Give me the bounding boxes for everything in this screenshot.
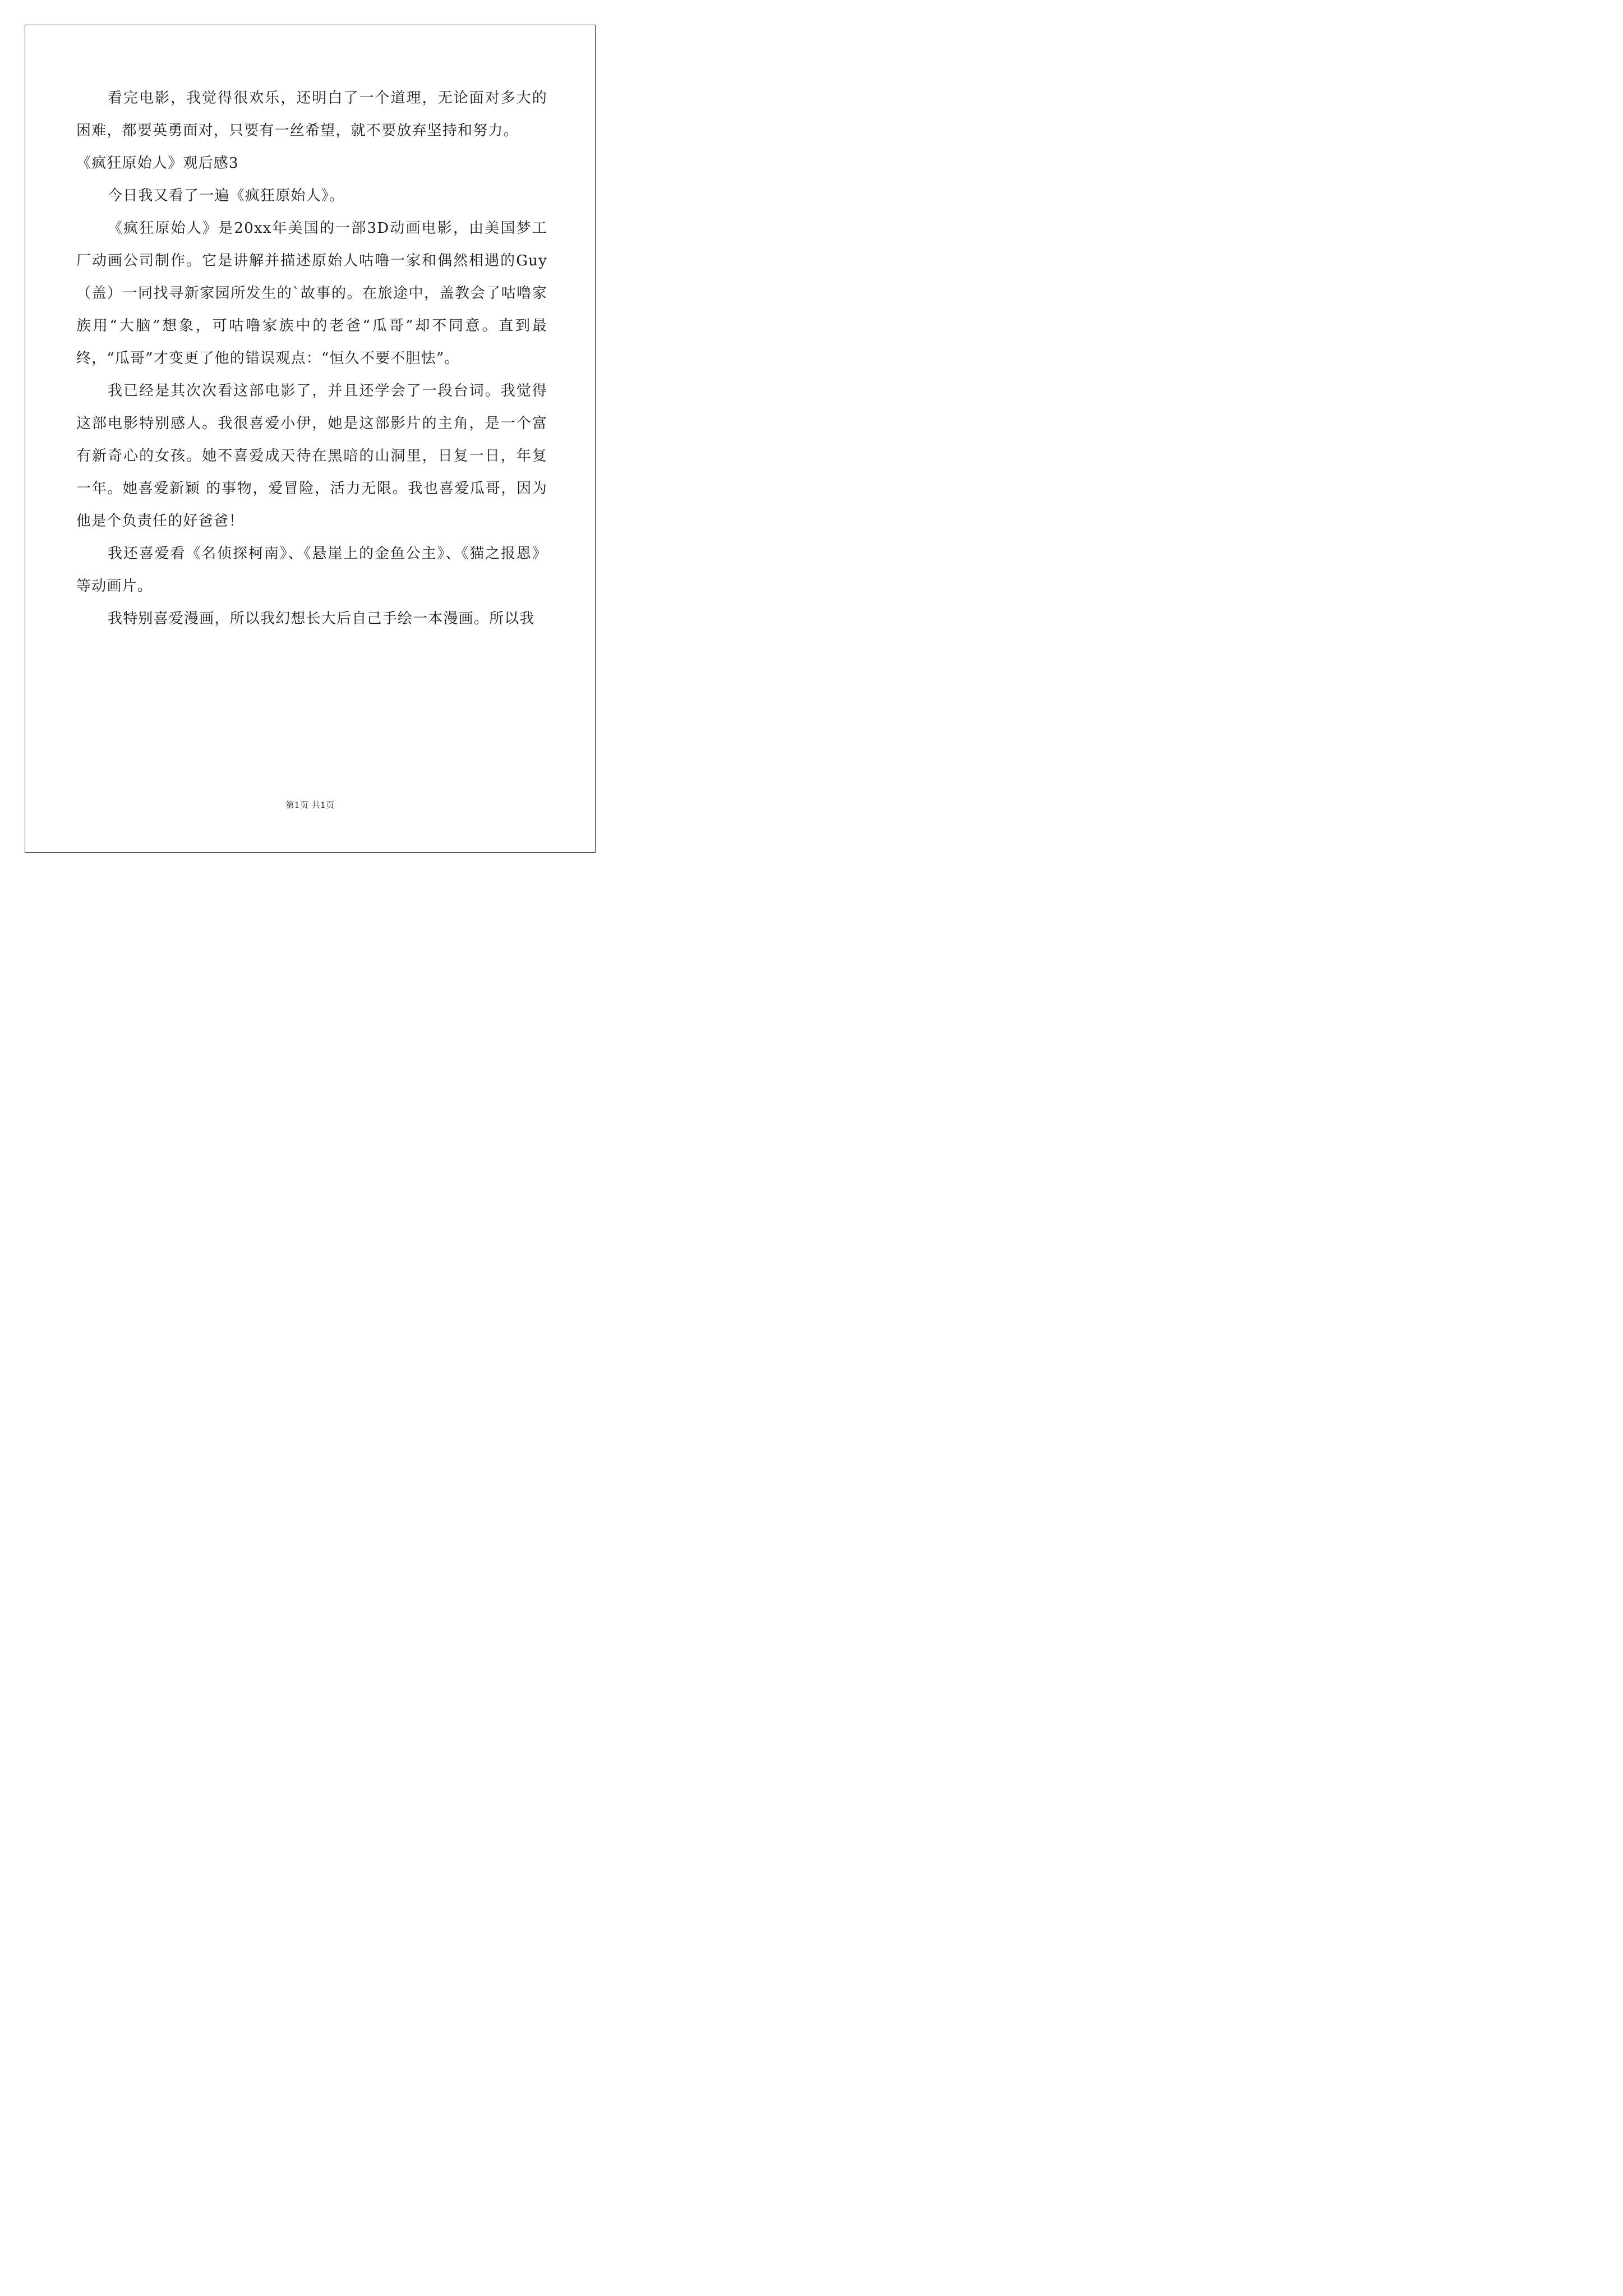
paragraph-1: 看完电影，我觉得很欢乐，还明白了一个道理，无论面对多大的困难，都要英勇面对，只要有一丝希望，就不要放弃坚持和努力。 [76,90,547,139]
paragraph-6: 我特别喜爱漫画，所以我幻想长大后自己手绘一本漫画。所以我 [108,610,535,627]
paragraph-5: 我还喜爱看《名侦探柯南》、《悬崖上的金鱼公主》、《猫之报恩》等动画片。 [76,545,547,595]
paragraph-2: 今日我又看了一遍《疯狂原始人》。 [108,187,345,204]
paragraph-3: 《疯狂原始人》是20xx年美国的一部3D动画电影，由美国梦工厂动画公司制作。它是讲解并描述原始人咕噜一家和偶然相遇的Guy（盖）一同找寻新家园所发生的`故事的。在旅途中，盖教会了咕噜家族用“大脑”想象，可咕噜家族中的老爸“瓜哥”却不同意。直到最终，“瓜哥”才变更了他的错误观点：“恒久不要不胆怯”。 [76,220,547,367]
page-footer: 第1页 共1页 [285,800,335,810]
section-heading: 《疯狂原始人》观后感3 [76,155,239,172]
document-body [76,82,547,635]
paragraph-4: 我已经是其次次看这部电影了，并且还学会了一段台词。我觉得这部电影特别感人。我很喜爱小伊，她是这部影片的主角，是一个富有新奇心的女孩。她不喜爱成天待在黑暗的山洞里，日复一日，年复一年。她喜爱新颖 的事物，爱冒险，活力无限。我也喜爱瓜哥，因为他是个负责任的好爸爸！ [76,383,547,530]
